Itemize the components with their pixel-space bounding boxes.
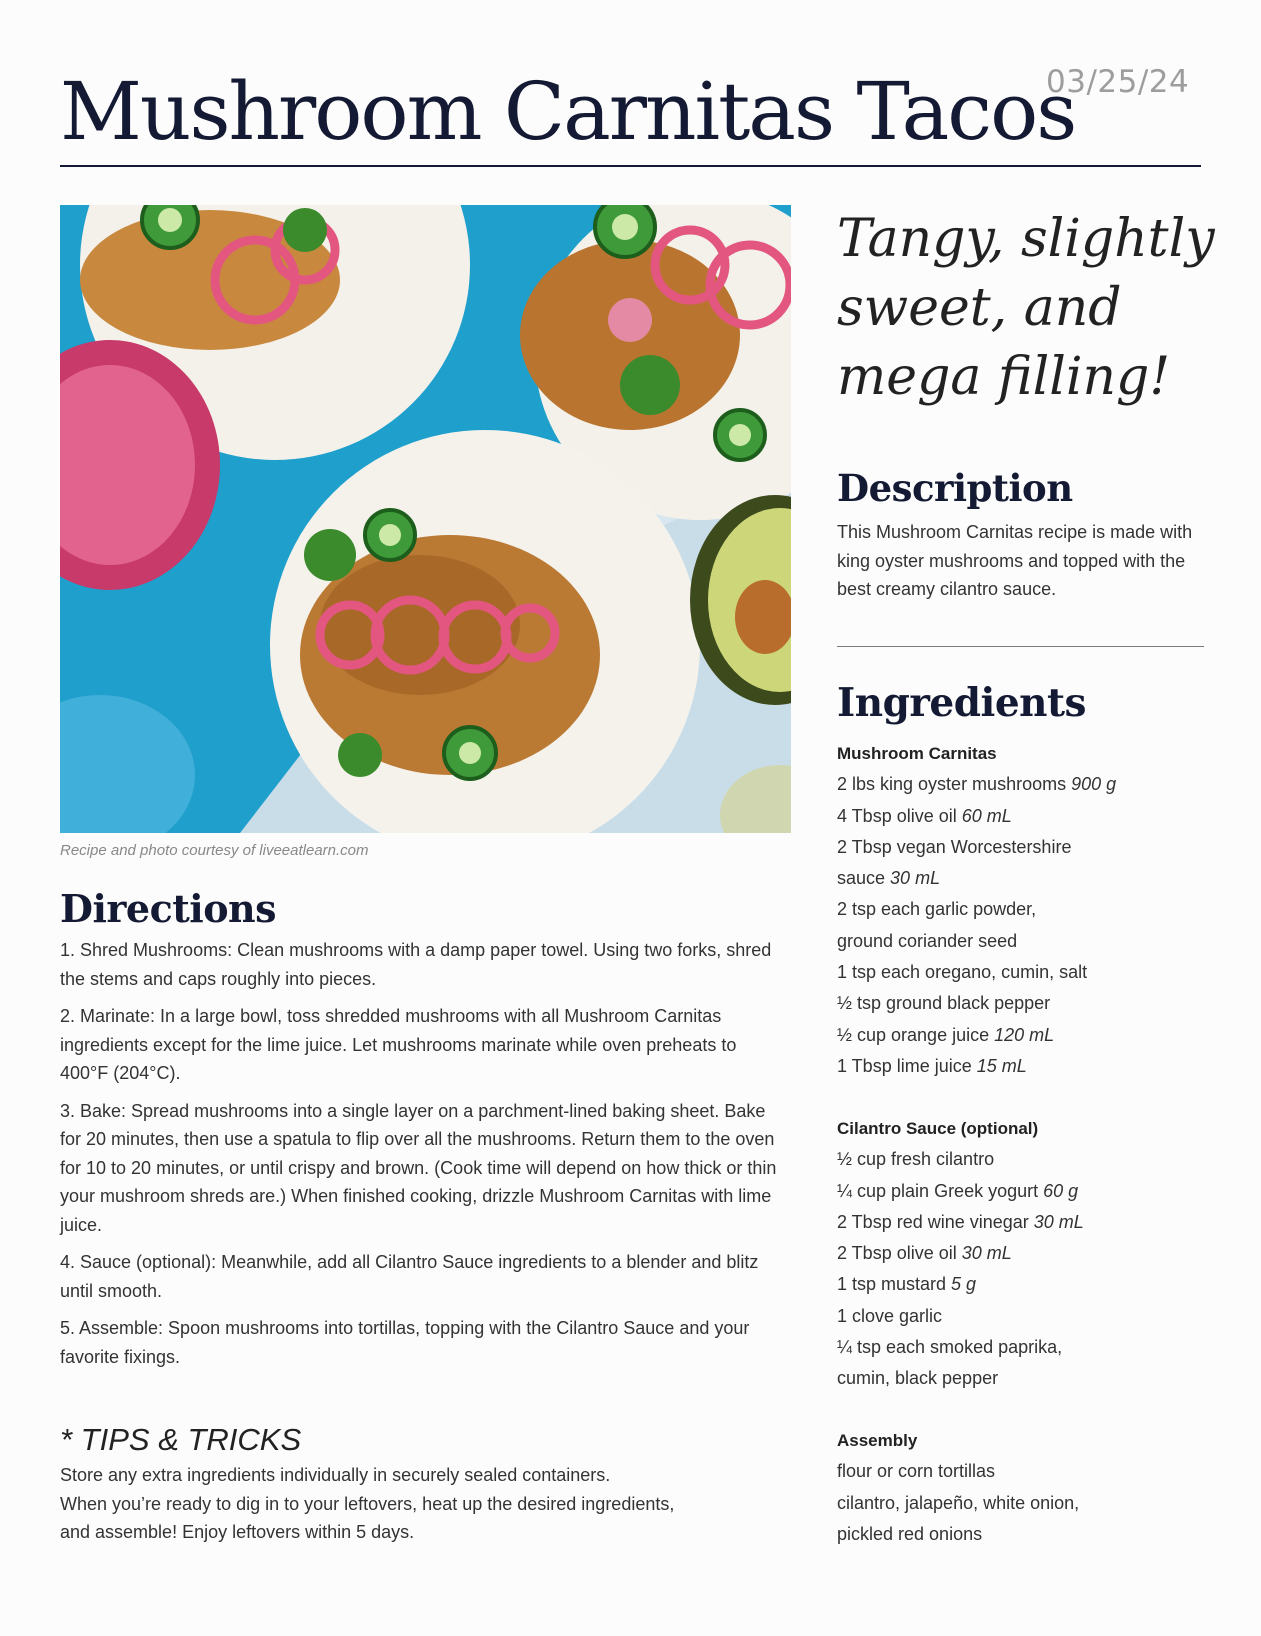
ingredient-line: ½ cup orange juice 120 mL	[837, 1024, 1055, 1045]
tips-line: When you’re ready to dig in to your leftovers, heat up the desired ingredients,	[60, 1493, 675, 1514]
ingredient-line: 1 tsp each oregano, cumin, salt	[837, 962, 1088, 983]
directions-list	[60, 936, 780, 1380]
recipe-tagline: Tangy, slightly sweet, and mega filling!	[837, 209, 1215, 407]
ingredient-line: 4 Tbsp olive oil 60 mL	[837, 805, 1012, 826]
ingredient-line: cilantro, jalapeño, white onion,	[837, 1492, 1080, 1513]
ingredient-line: 2 Tbsp olive oil 30 mL	[837, 1243, 1012, 1264]
ingredient-line: ¼ tsp each smoked paprika,	[837, 1337, 1063, 1358]
directions-heading: Directions	[60, 886, 277, 931]
ingredients-subheading: Cilantro Sauce (optional)	[837, 1119, 1039, 1138]
recipe-date: 03/25/24	[1046, 64, 1190, 100]
ingredient-line: pickled red onions	[837, 1523, 983, 1544]
tacos-illustration	[60, 205, 791, 833]
description-heading: Description	[837, 466, 1073, 510]
ingredient-line: 1 clove garlic	[837, 1305, 943, 1326]
ingredients-section-carnitas	[837, 738, 1207, 1082]
direction-step: 4. Sauce (optional): Meanwhile, add all Cilantro Sauce ingredients to a blender and blitz until smooth.	[60, 1252, 759, 1301]
ingredients-subheading: Mushroom Carnitas	[837, 744, 997, 763]
ingredient-line: 1 tsp mustard 5 g	[837, 1274, 977, 1295]
tips-text	[60, 1461, 780, 1547]
ingredients-heading: Ingredients	[837, 680, 1086, 726]
ingredient-line: ¼ cup plain Greek yogurt 60 g	[837, 1180, 1079, 1201]
direction-step: 2. Marinate: In a large bowl, toss shredded mushrooms with all Mushroom Carnitas ingredients except for the lime juice. Let mushrooms marinate while oven preheats to 400°F (204°C).	[60, 1006, 737, 1083]
tips-line: Store any extra ingredients individually in securely sealed containers.	[60, 1465, 611, 1485]
ingredients-subheading: Assembly	[837, 1431, 918, 1450]
ingredient-line: flour or corn tortillas	[837, 1461, 996, 1482]
direction-step: 5. Assemble: Spoon mushrooms into tortillas, topping with the Cilantro Sauce and your favorite fixings.	[60, 1318, 750, 1367]
ingredient-line: 2 lbs king oyster mushrooms 900 g	[837, 774, 1117, 795]
ingredient-line: 1 Tbsp lime juice 15 mL	[837, 1055, 1027, 1076]
ingredient-line: sauce 30 mL	[837, 868, 941, 889]
ingredient-line: ground coriander seed	[837, 930, 1018, 951]
ingredient-line: ½ cup fresh cilantro	[837, 1149, 995, 1170]
description-divider	[837, 646, 1204, 647]
ingredients-section-assembly	[837, 1425, 1207, 1550]
ingredient-line: cumin, black pepper	[837, 1368, 999, 1389]
title-divider	[60, 165, 1201, 167]
ingredients-section-cilantro-sauce	[837, 1113, 1207, 1395]
description-text: This Mushroom Carnitas recipe is made with king oyster mushrooms and topped with the best creamy cilantro sauce.	[837, 522, 1193, 599]
photo-caption: Recipe and photo courtesy of liveeatlearn.com	[60, 842, 369, 859]
direction-step: 3. Bake: Spread mushrooms into a single layer on a parchment-lined baking sheet. Bake for 20 minutes, then use a spatula to flip over all the mushrooms. Return them to the oven for 10 to 20 minutes, or until crispy and brown. (Cook time will depend on how thick or thin your mushroom shreds are.) When finished cooking, drizzle Mushroom Carnitas with lime juice.	[60, 1100, 777, 1235]
direction-step: 1. Shred Mushrooms: Clean mushrooms with a damp paper towel. Using two forks, shred the stems and caps roughly into pieces.	[60, 940, 772, 989]
ingredient-line: ½ tsp ground black pepper	[837, 993, 1051, 1014]
ingredient-line: 2 tsp each garlic powder,	[837, 899, 1037, 920]
ingredient-line: 2 Tbsp vegan Worcestershire	[837, 836, 1072, 857]
tips-heading: * TIPS & TRICKS	[60, 1422, 302, 1457]
recipe-title: Mushroom Carnitas Tacos	[60, 65, 1076, 158]
ingredient-line: 2 Tbsp red wine vinegar 30 mL	[837, 1211, 1084, 1232]
tacos-photo	[60, 205, 791, 833]
tips-line: and assemble! Enjoy leftovers within 5 days.	[60, 1522, 415, 1542]
